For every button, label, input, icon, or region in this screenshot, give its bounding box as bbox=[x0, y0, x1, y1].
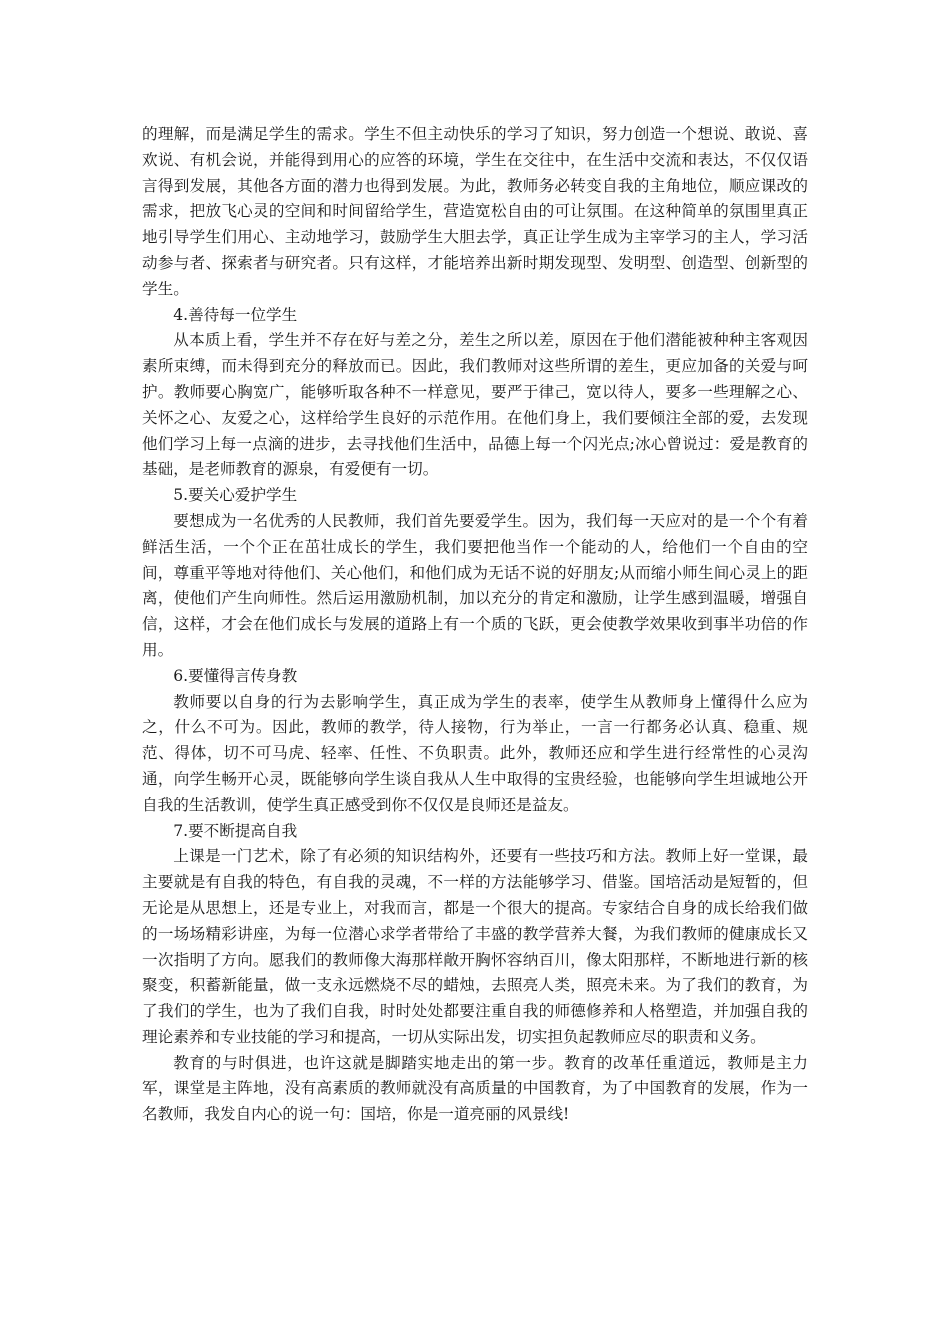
document-body bbox=[142, 122, 808, 1128]
section-heading-7: 7.要不断提高自我 bbox=[173, 821, 298, 840]
section-heading-5: 5.要关心爱护学生 bbox=[173, 486, 298, 505]
paragraph-continued: 的理解，而是满足学生的需求。学生不但主动快乐的学习了知识，努力创造一个想说、敢说、喜欢说、有机会说，并能得到用心的应答的环境，学生在交往中，在生活中交流和表达，不仅仅语言得到发展，其他各方面的潜力也得到发展。为此，教师务必转变自我的主角地位，顺应课改的需求，把放飞心灵的空间和时间留给学生，营造宽松自由的可让氛围。在这种简单的氛围里真正地引导学生们用心、主动地学习，鼓励学生大胆去学，真正让学生成为主宰学习的主人，学习活动参与者、探索者与研究者。只有这样，才能培养出新时期发现型、发明型、创造型、创新型的学生。 bbox=[142, 125, 808, 298]
section-heading-6: 6.要懂得言传身教 bbox=[173, 666, 298, 685]
paragraph-section-6: 教师要以自身的行为去影响学生，真正成为学生的表率，使学生从教师身上懂得什么应为之，什么不可为。因此，教师的教学，待人接物，行为举止，一言一行都务必认真、稳重、规范、得体，切不可马虎、轻率、任性、不负职责。此外，教师还应和学生进行经常性的心灵沟通，向学生畅开心灵，既能够向学生谈自我从人生中取得的宝贵经验，也能够向学生坦诚地公开自我的生活教训，使学生真正感受到你不仅仅是良师还是益友。 bbox=[142, 692, 808, 814]
paragraph-conclusion: 教育的与时俱进，也许这就是脚踏实地走出的第一步。教育的改革任重道远，教师是主力军，课堂是主阵地，没有高素质的教师就没有高质量的中国教育，为了中国教育的发展，作为一名教师，我发自内心的说一句：国培，你是一道亮丽的风景线! bbox=[142, 1053, 808, 1124]
paragraph-section-7: 上课是一门艺术，除了有必须的知识结构外，还要有一些技巧和方法。教师上好一堂课，最主要就是有自我的特色，有自我的灵魂，不一样的方法能够学习、借鉴。国培活动是短暂的，但无论是从思想上，还是专业上，对我而言，都是一个很大的提高。专家结合自身的成长给我们做的一场场精彩讲座，为每一位潜心求学者带给了丰盛的教学营养大餐，为我们教师的健康成长又一次指明了方向。愿我们的教师像大海那样敞开胸怀容纳百川，像太阳那样，不断地进行新的核聚变，积蓄新能量，做一支永远燃烧不尽的蜡烛，去照亮人类，照亮未来。为了我们的教育，为了我们的学生，也为了我们自我，时时处处都要注重自我的师德修养和人格塑造，并加强自我的理论素养和专业技能的学习和提高，一切从实际出发，切实担负起教师应尽的职责和义务。 bbox=[142, 847, 808, 1046]
paragraph-section-4: 从本质上看，学生并不存在好与差之分，差生之所以差，原因在于他们潜能被种种主客观因素所束缚，而未得到充分的释放而已。因此，我们教师对这些所谓的差生，更应加备的关爱与呵护。教师要心胸宽广，能够听取各种不一样意见，要严于律己，宽以待人，要多一些理解之心、关怀之心、友爱之心，这样给学生良好的示范作用。在他们身上，我们要倾注全部的爱，去发现他们学习上每一点滴的进步，去寻找他们生活中，品德上每一个闪光点;冰心曾说过：爱是教育的基础，是老师教育的源泉，有爱便有一切。 bbox=[142, 331, 808, 479]
section-heading-4: 4.善待每一位学生 bbox=[173, 305, 298, 324]
paragraph-section-5: 要想成为一名优秀的人民教师，我们首先要爱学生。因为，我们每一天应对的是一个个有着鲜活生活，一个个正在茁壮成长的学生，我们要把他当作一个能动的人，给他们一个自由的空间，尊重平等地对待他们、关心他们，和他们成为无话不说的好朋友;从而缩小师生间心灵上的距离，使他们产生向师性。然后运用激励机制，加以充分的肯定和激励，让学生感到温暖，增强自信，这样，才会在他们成长与发展的道路上有一个质的飞跃，更会使教学效果收到事半功倍的作用。 bbox=[142, 511, 808, 659]
